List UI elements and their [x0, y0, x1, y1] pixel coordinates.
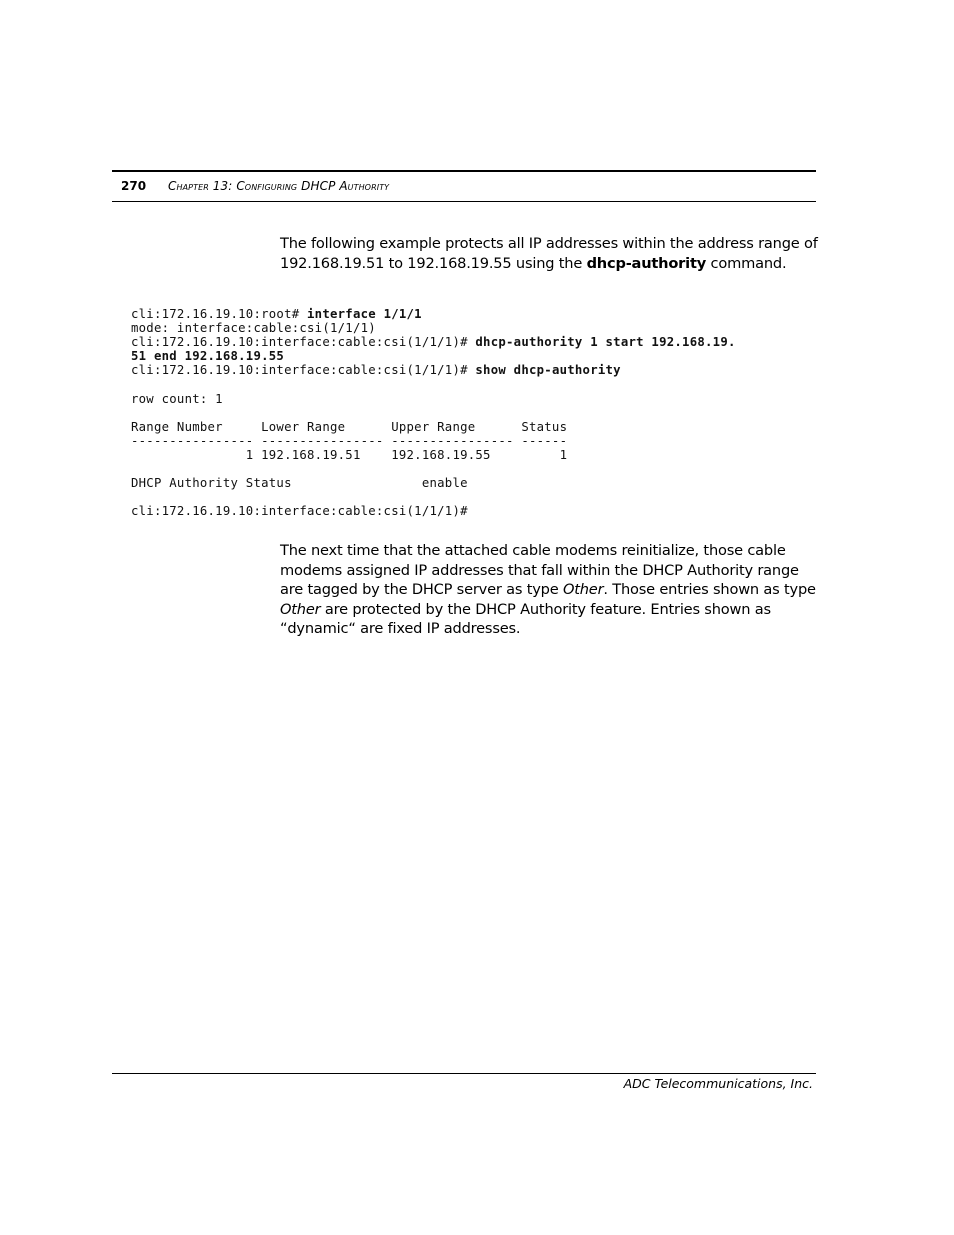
intro-text-after: command.: [706, 254, 787, 272]
table-header: Range Number Lower Range Upper Range Status: [131, 419, 568, 434]
authority-status-line: DHCP Authority Status enable: [131, 476, 468, 491]
footer-company: ADC Telecommunications, Inc.: [623, 1076, 813, 1091]
row-count: row count: 1: [131, 391, 223, 406]
header-top-rule: [112, 170, 816, 172]
console-prompt: cli:172.16.19.10:root#: [131, 307, 308, 321]
intro-paragraph: [280, 234, 820, 273]
header-bottom-rule: [112, 201, 816, 202]
final-prompt: cli:172.16.19.10:interface:cable:csi(1/1/1)#: [131, 504, 468, 519]
intro-text-before: The following example protects all IP addresses within the address range of 192.168.19.51 to 192.168.19.55 using the: [280, 235, 818, 272]
console-command: show dhcp-authority: [475, 363, 621, 378]
footer-rule: [112, 1073, 816, 1074]
chapter-title: Chapter 13: Configuring DHCP Authority: [168, 179, 390, 193]
console-output: mode: interface:cable:csi(1/1/1): [131, 321, 376, 336]
console-command: dhcp-authority 1 start 192.168.19.: [475, 335, 736, 350]
explanation-text: are protected by the DHCP Authority feature. Entries shown as “dynamic“ are fixed IP addresses.: [280, 600, 771, 637]
console-command: interface 1/1/1: [307, 307, 422, 321]
console-prompt: cli:172.16.19.10:interface:cable:csi(1/1/1)#: [131, 363, 476, 378]
page-number: 270: [121, 179, 147, 193]
type-other-emphasis: Other: [562, 581, 604, 598]
console-prompt: cli:172.16.19.10:interface:cable:csi(1/1/1)#: [131, 335, 476, 350]
explanation-text: . Those entries shown as type: [603, 581, 816, 598]
cli-example: [131, 307, 736, 518]
table-row: 1 192.168.19.51 192.168.19.55 1: [131, 447, 568, 462]
console-command-continued: 51 end 192.168.19.55: [131, 349, 285, 364]
table-divider: ---------------- ---------------- ---------------- ------: [131, 433, 568, 448]
type-other-emphasis: Other: [280, 600, 321, 618]
explanation-paragraph: [280, 541, 820, 639]
explanation-text: The next time that the attached cable modems reinitialize, those cable modems assigned IP addresses that fall within the DHCP Authority range are tagged by the DHCP server as type: [280, 542, 799, 598]
intro-command: dhcp-authority: [586, 254, 707, 272]
